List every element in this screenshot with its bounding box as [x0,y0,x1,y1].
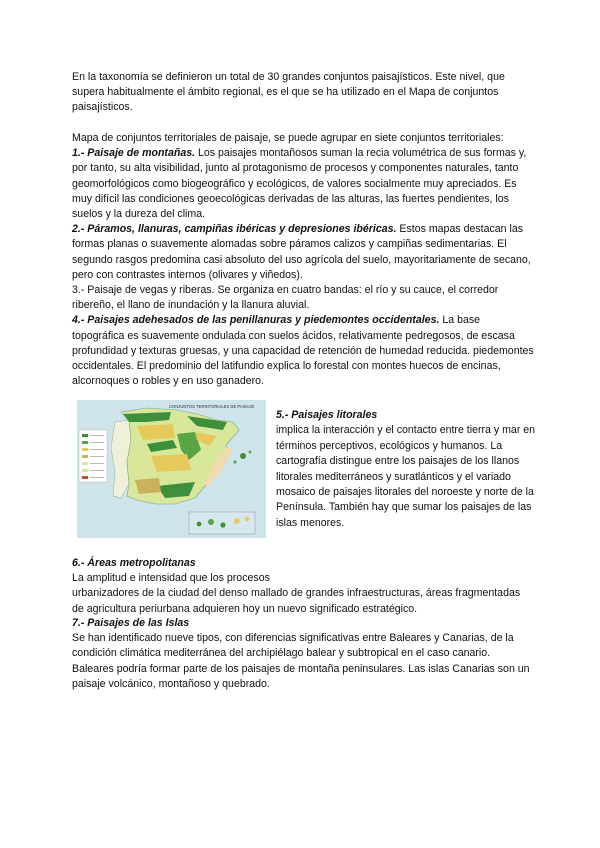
legend-swatch [82,455,88,458]
spain-map-graphic [77,400,266,538]
map-canary-island [208,519,214,525]
legend-swatch [82,441,88,444]
section-6 [72,556,534,617]
section-5-text: implica la interacción y el contacto entre tierra y mar en términos perceptivos, ecológicos y humanos. La cartografía distingue entre los paisajes de los llanos litorales mediterráneos y suratlánticos y el variado mosaico de paisajes litorales del noroeste y norte de la Península. También hay que sumar los paisajes de las islas menores. [276,424,536,529]
section-4 [72,313,534,389]
section-7 [72,616,534,692]
legend-swatch [82,469,88,472]
landscape-map-image [77,400,266,538]
section-3: 3.- Paisaje de vegas y riberas. Se organiza en cuatro bandas: el río y su cauce, el corredor ribereño, el llano de inundación y la llanura aluvial. [72,284,499,312]
legend-swatch [82,448,88,451]
map-canary-island [197,522,202,527]
section-7-text: Se han identificado nueve tipos, con diferencias significativas entre Baleares y Canarias, de la condición climática mediterránea del archipiélago balear y subtropical en el caso canario. Baleares podría formar parte de los paisajes de montaña peninsulares. Las islas Canarias son un paisaje volcánico, montañoso y quebrado. [72,632,530,690]
section-2-text: Estos mapas destacan las formas planas o suavemente alomadas sobre páramos calizos y campiñas sedimentarias. El segundo rasgos predomina casi absoluto del uso agrícola del suelo, mayoritariamente de secano, pero con contrastes internos (olivares y viñedos). [72,223,531,281]
map-canary-island [234,518,240,524]
legend-swatch [82,476,88,479]
map-la-mancha-plain [151,454,191,472]
conjuntos-list [72,131,534,389]
section-2-title: 2.- Páramos, llanuras, campiñas ibéricas y depresiones ibéricas. [72,223,397,236]
legend-swatch [82,434,88,437]
section-6-title: 6.- Áreas metropolitanas [72,557,196,569]
map-caption: CONJUNTOS TERRITORIALES DE PAISAJE [169,404,255,409]
section-6-line2: urbanizadores de la ciudad del denso mallado de grandes infraestructuras, áreas fragmentadas de agricultura periurbana adquieren hoy un nuevo significado estratégico. [72,587,521,615]
section-5-title: 5.- Paisajes litorales [276,409,378,421]
map-guadalquivir [135,478,161,494]
section-1-title: 1.- Paisaje de montañas. [72,147,196,160]
legend-swatch [82,462,88,465]
section-6-line1: La amplitud e intensidad que los procesos [72,572,270,585]
map-canary-island [245,517,249,521]
map-mallorca [240,453,246,459]
intro-paragraph: En la taxonomía se definieron un total de 30 grandes conjuntos paisajísticos. Este nivel, que supera habitualmente el ámbito regional, es el que se ha utilizado en el Mapa de conjuntos paisajísticos. [72,71,505,114]
map-ibiza [233,460,236,463]
section-4-text: La base topográfica es suavemente ondulada con suelos ácidos, relativamente pedregosos, de escasa profundidad y texturas gruesas, y una capacidad de retención de humedad reducida. piedemontes occidentales. El predominio del latifundio explica lo forestal con montes huecos de encinas, alcornoques o robles y en uso ganadero. [72,314,534,388]
map-canary-island [220,522,225,527]
map-duero-plain [137,424,175,440]
lead-text: Mapa de conjuntos territoriales de paisaje, se puede agrupar en siete conjuntos territoriales: [72,132,504,144]
section-5 [276,408,538,531]
section-7-title: 7.- Paisajes de las Islas [72,617,190,629]
section-1-text: Los paisajes montañosos suman la recia volumétrica de sus formas y, por tanto, su alta visibilidad, junto al protagonismo de procesos y componentes naturales, tanto geomorfológicos como biogeográfico y ecológicos, de valores socialmente muy apreciados. Es muy difícil las condiciones geoecológicas derivadas de las alturas, las fuertes pendientes, los suelos y la dureza del clima. [72,147,527,221]
map-menorca [249,451,252,454]
section-4-title: 4.- Paisajes adehesados de las penillanuras y piedemontes occidentales. [72,314,440,327]
section-1 [72,146,534,222]
section-2 [72,222,534,283]
